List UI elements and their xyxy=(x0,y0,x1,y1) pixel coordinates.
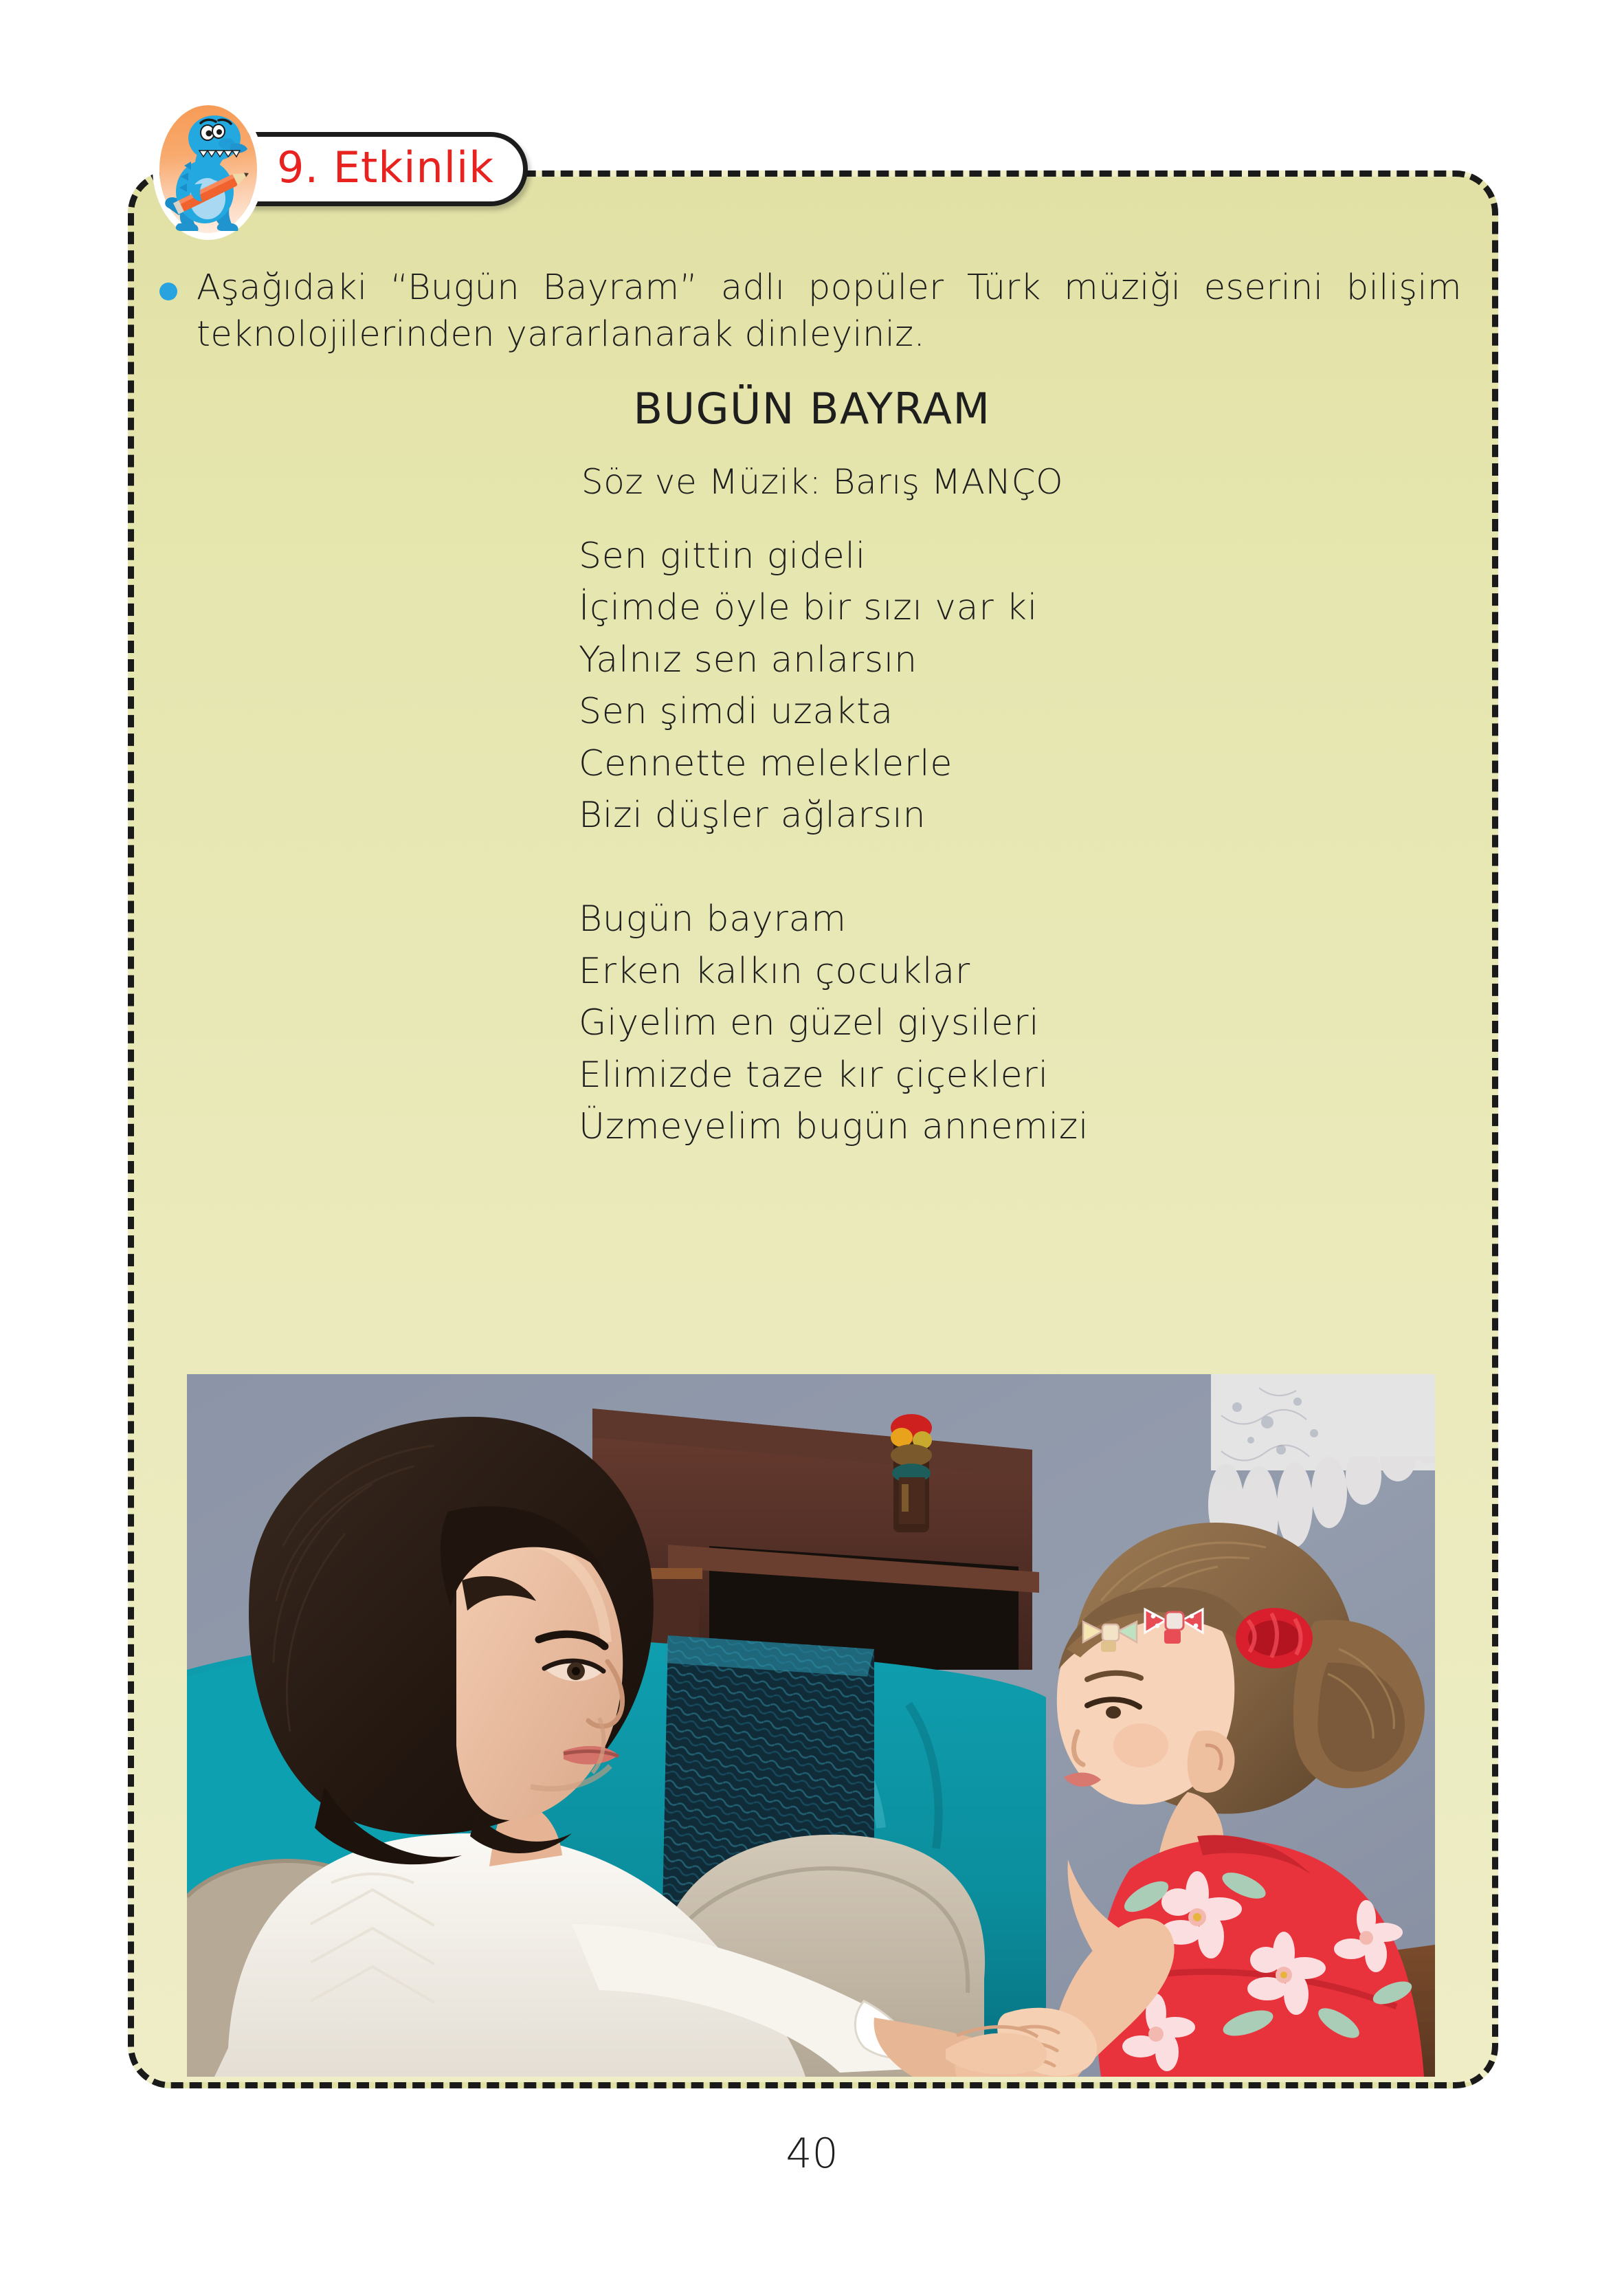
lyric-line: Giyelim en güzel giysileri xyxy=(579,1002,1040,1044)
lyric-line: Erken kalkın çocuklar xyxy=(579,950,971,992)
hand-kissing-photo xyxy=(187,1374,1435,2077)
instruction-text: Aşağıdaki “Bugün Bayram” adlı popüler Türk müziği eserini bilişim teknolojilerinden yararlanarak dinleyiniz. xyxy=(197,267,1462,355)
dinosaur-with-pencil-icon xyxy=(159,105,257,233)
lyric-line: Elimizde taze kır çiçekleri xyxy=(579,1054,1049,1096)
lyrics-stanza xyxy=(579,531,1403,841)
lyric-line: Sen gittin gideli xyxy=(579,536,866,577)
lyric-line: Sen şimdi uzakta xyxy=(579,691,893,733)
lyric-line: Yalnız sen anlarsın xyxy=(579,639,917,681)
lyric-line: Cennette meleklerle xyxy=(579,742,953,784)
bullet-dot-icon xyxy=(159,283,177,300)
activity-badge-pill xyxy=(219,132,528,206)
lyric-line: Bizi düşler ağlarsın xyxy=(579,794,926,836)
lyric-line: İçimde öyle bir sızı var ki xyxy=(579,587,1038,629)
activity-badge xyxy=(159,102,528,236)
song-title: BUGÜN BAYRAM xyxy=(633,384,991,434)
activity-badge-label: 9. Etkinlik xyxy=(277,142,495,192)
page-number: 40 xyxy=(786,2130,838,2178)
song-credit: Söz ve Müzik: Barış MANÇO xyxy=(581,462,1064,502)
lyric-line: Üzmeyelim bugün annemizi xyxy=(579,1105,1089,1147)
lyrics-stanza xyxy=(579,894,1403,1153)
lyric-line: Bugün bayram xyxy=(579,898,847,940)
song-lyrics xyxy=(579,531,1403,1205)
instruction-row xyxy=(159,265,1462,359)
